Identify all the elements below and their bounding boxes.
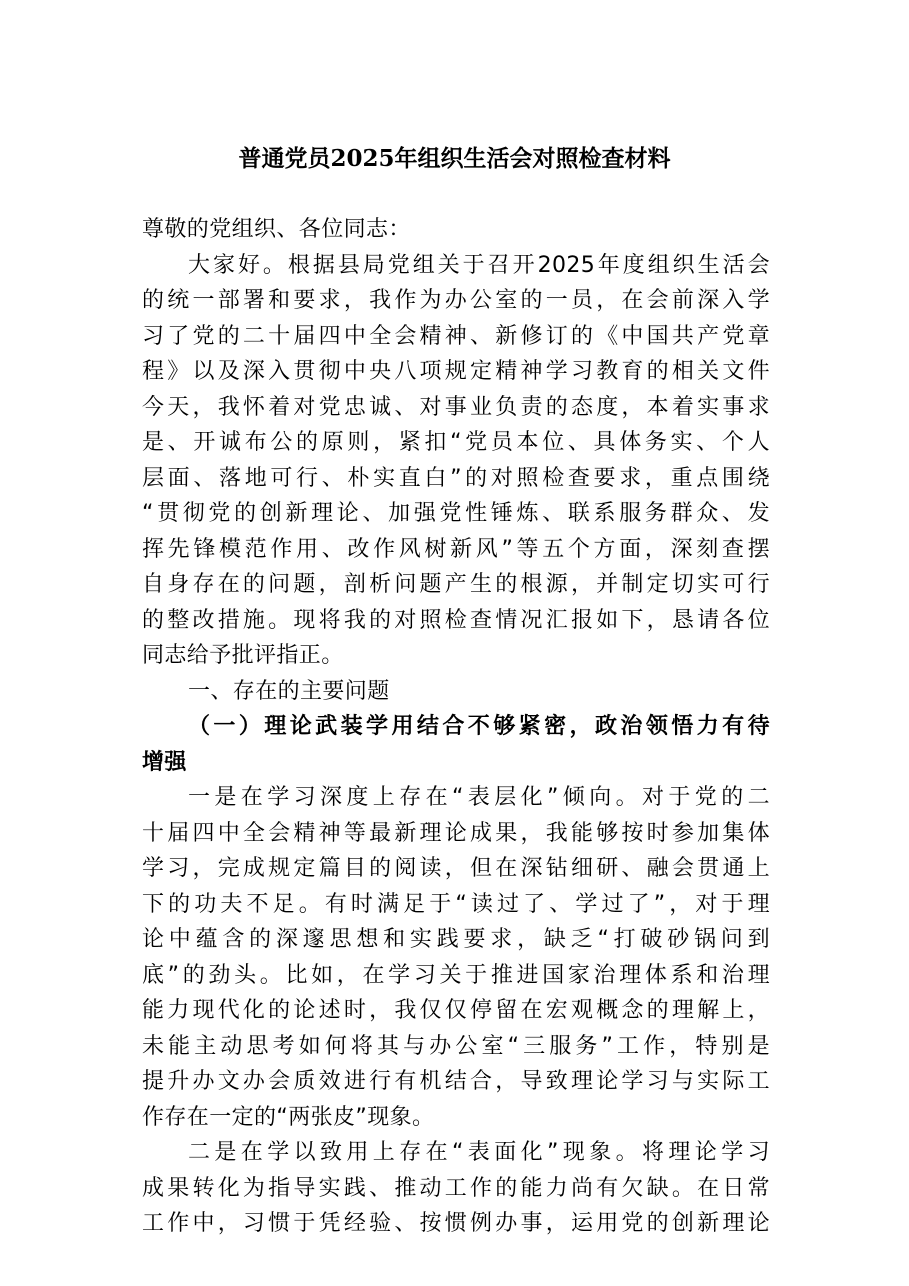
text-line: 底”的劲头。比如，在学习关于推进国家治理体系和治理 [142, 962, 770, 988]
text-line: 同志给予批评指正。 [142, 643, 344, 668]
text-line: 自身存在的问题，剖析问题产生的根源，并制定切实可行 [142, 572, 770, 597]
text-line: 成果转化为指导实践、推动工作的能力尚有欠缺。在日常 [142, 1175, 770, 1201]
text-line: 增强 [142, 749, 187, 775]
text-line: 学习，完成规定篇目的阅读，但在深钻细研、融会贯通上 [142, 856, 770, 881]
text-line: 是、开诚布公的原则，紧扣“党员本位、具体务实、个人 [142, 430, 770, 455]
text-line: 大家好。根据县局党组关于召开2025年度组织生活会 [188, 252, 770, 278]
document-title: 普通党员2025年组织生活会对照检查材料 [238, 145, 671, 172]
text-line: 尊敬的党组织、各位同志： [142, 217, 411, 242]
text-line: 习了党的二十届四中全会精神、新修订的《中国共产党章 [142, 323, 770, 349]
text-line: 十届四中全会精神等最新理论成果，我能够按时参加集体 [142, 820, 770, 846]
text-line: “贯彻党的创新理论、加强党性锤炼、联系服务群众、发 [142, 501, 770, 526]
text-line: 工作中，习惯于凭经验、按惯例办事，运用党的创新理论 [142, 1211, 770, 1236]
text-line: 论中蕴含的深邃思想和实践要求，缺乏“打破砂锅问到 [142, 927, 770, 952]
text-line: 未能主动思考如何将其与办公室“三服务”工作，特别是 [142, 1033, 770, 1059]
text-line: 挥先锋模范作用、改作风树新风”等五个方面，深刻查摆 [142, 536, 770, 562]
text-line: 二是在学以致用上存在“表面化”现象。将理论学习 [188, 1140, 770, 1165]
text-line: 程》以及深入贯彻中央八项规定精神学习教育的相关文件 [142, 359, 770, 384]
text-line: 的整改措施。现将我的对照检查情况汇报如下，恳请各位 [142, 607, 770, 633]
text-line: 提升办文办会质效进行有机结合，导致理论学习与实际工 [142, 1069, 770, 1094]
text-line: 一、存在的主要问题 [188, 678, 390, 704]
text-line: （一）理论武装学用结合不够紧密，政治领悟力有待 [188, 714, 770, 739]
text-line: 能力现代化的论述时，我仅仅停留在宏观概念的理解上， [142, 998, 770, 1023]
text-line: 作存在一定的“两张皮”现象。 [142, 1104, 435, 1130]
text-line: 的统一部署和要求，我作为办公室的一员，在会前深入学 [142, 288, 770, 313]
text-line: 下的功夫不足。有时满足于“读过了、学过了”，对于理 [142, 891, 770, 917]
text-line: 一是在学习深度上存在“表层化”倾向。对于党的二 [188, 785, 770, 810]
text-line: 今天，我怀着对党忠诚、对事业负责的态度，本着实事求 [142, 394, 770, 420]
text-line: 层面、落地可行、朴实直白”的对照检查要求，重点围绕 [142, 465, 770, 491]
document-body [142, 212, 770, 1242]
